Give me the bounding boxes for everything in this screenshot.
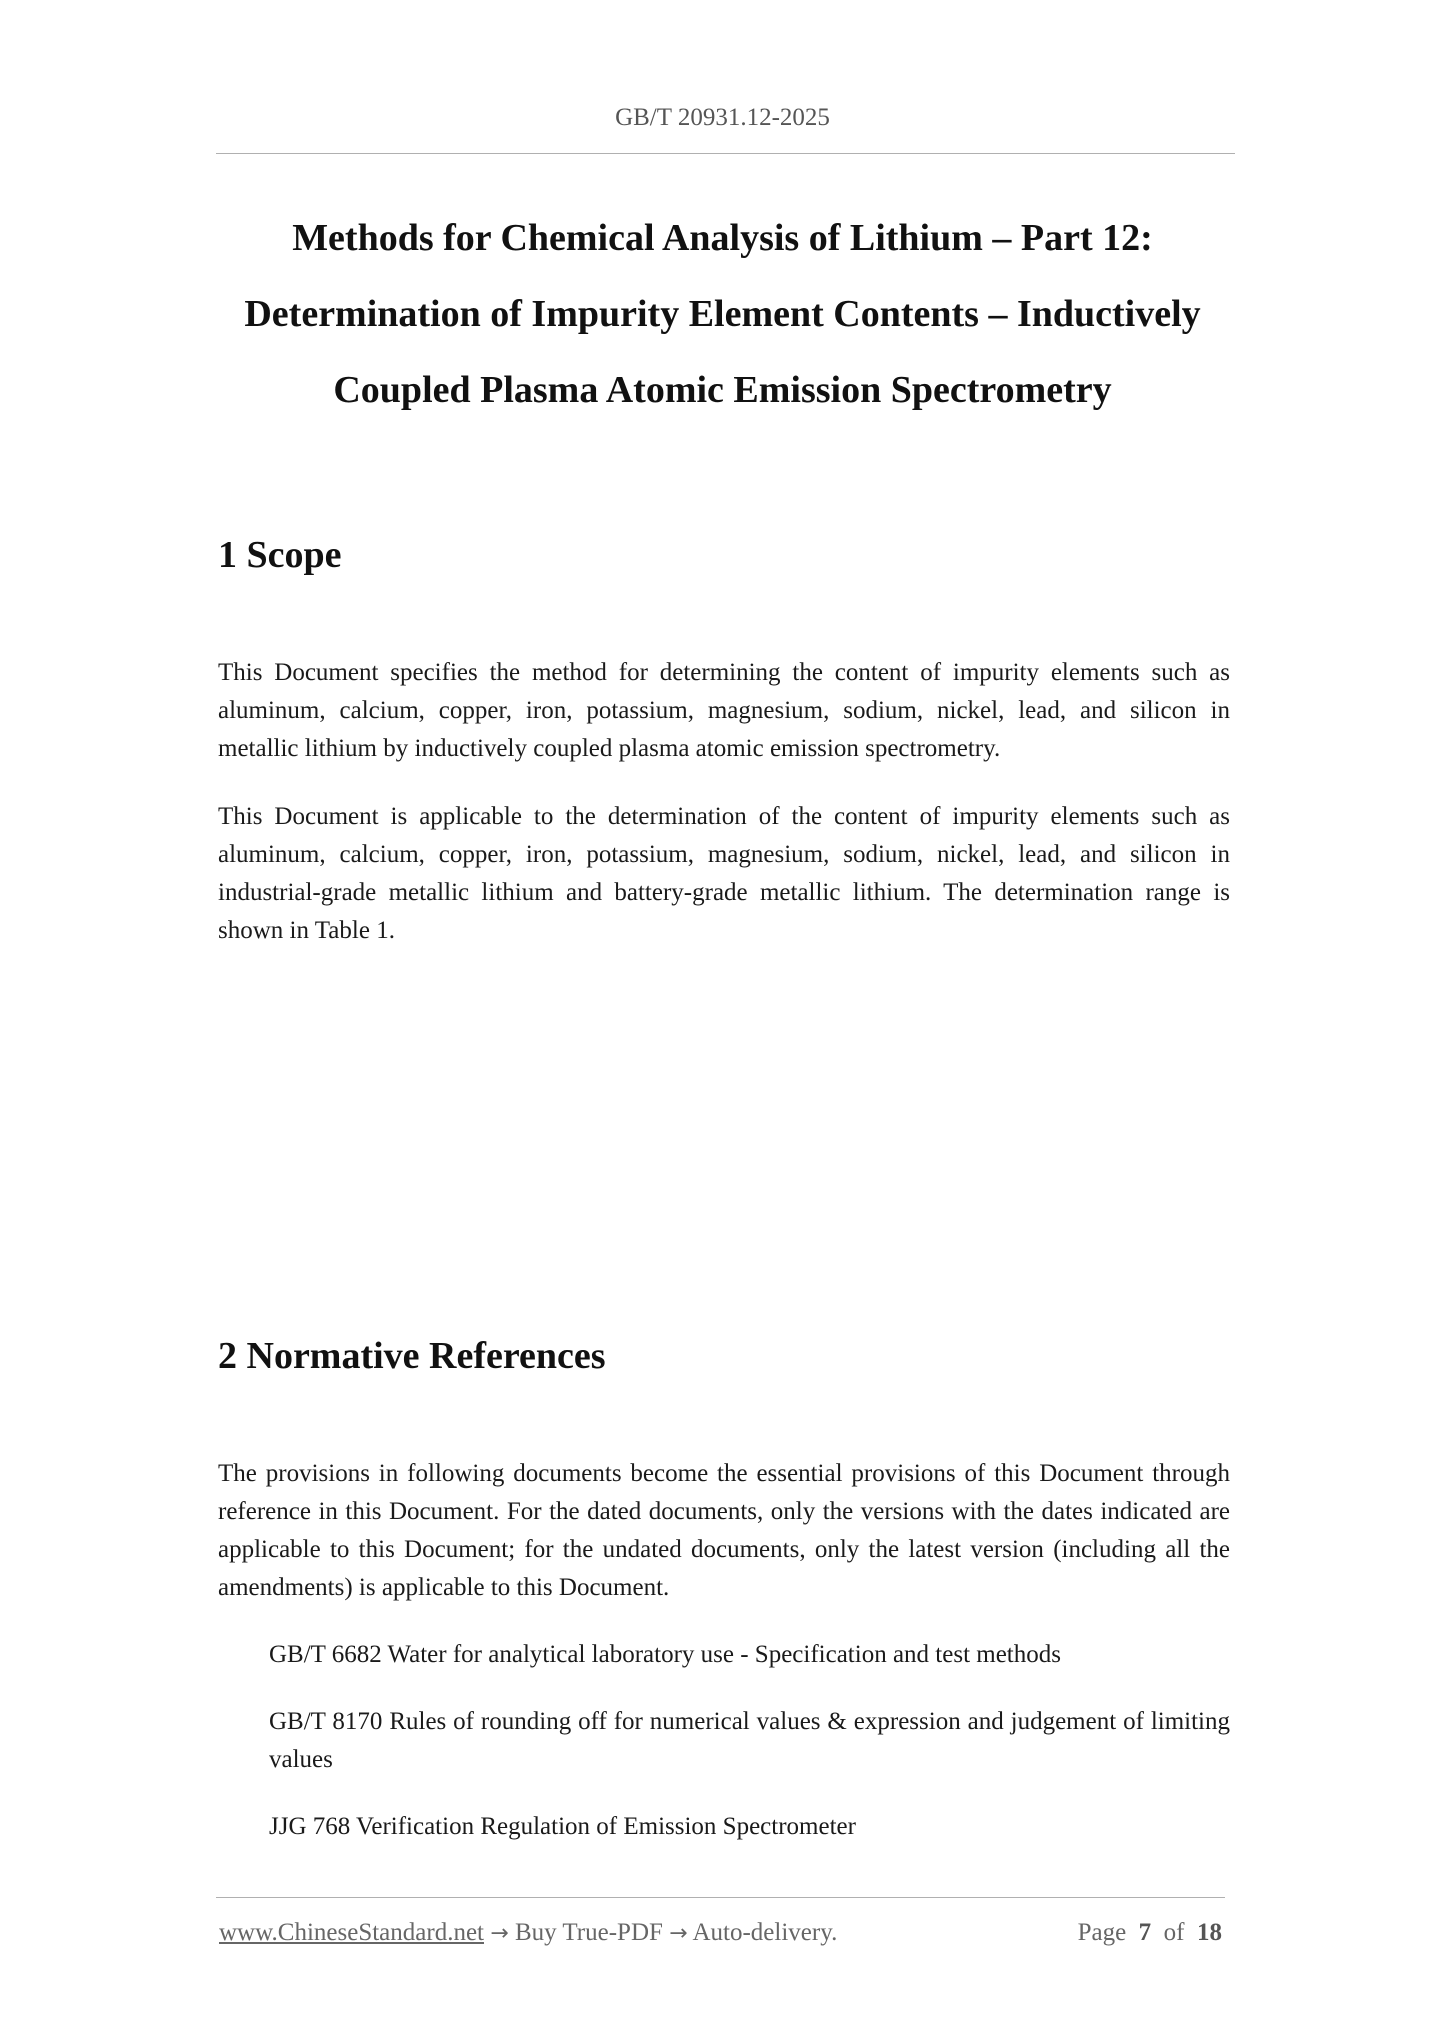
footer-divider	[216, 1897, 1225, 1898]
header-divider	[216, 153, 1235, 154]
document-title	[200, 200, 1245, 428]
reference-item: JJG 768 Verification Regulation of Emission Spectrometer	[269, 1813, 856, 1840]
website-link[interactable]: www.ChineseStandard.net	[219, 1919, 484, 1946]
title-line-3: Coupled Plasma Atomic Emission Spectrometry	[333, 369, 1112, 411]
page-of-label: of	[1163, 1919, 1185, 1946]
section-heading-scope: 1 Scope	[218, 534, 342, 576]
buy-pdf-text: Buy True-PDF	[514, 1919, 663, 1946]
title-line-2: Determination of Impurity Element Contents – Inductively	[244, 293, 1201, 335]
title-line-1: Methods for Chemical Analysis of Lithium – Part 12:	[292, 217, 1153, 259]
normative-paragraph-1: The provisions in following documents become the essential provisions of this Document through reference in this Document. For the dated documents, only the versions with the dates indicated are applicable to this Document; for the undated documents, only the latest version (including all the amendments) is applicable to this Document.	[218, 1460, 1230, 1601]
auto-delivery-text: Auto-delivery.	[692, 1919, 838, 1946]
document-code-header: GB/T 20931.12-2025	[615, 104, 830, 131]
reference-item: GB/T 6682 Water for analytical laboratory use - Specification and test methods	[269, 1641, 1061, 1668]
arrow-right-icon: →	[490, 1921, 509, 1946]
reference-item: GB/T 8170 Rules of rounding off for numerical values & expression and judgement of limiting values	[269, 1708, 1230, 1773]
footer-links	[219, 1919, 837, 1947]
page-total: 18	[1197, 1919, 1222, 1946]
page-label: Page	[1077, 1919, 1127, 1946]
scope-paragraph-1: This Document specifies the method for determining the content of impurity elements such as aluminum, calcium, copper, iron, potassium, magnesium, sodium, nickel, lead, and silicon in metallic lithium by inductively coupled plasma atomic emission spectrometry.	[218, 659, 1230, 762]
scope-paragraph-2: This Document is applicable to the determination of the content of impurity elements such as aluminum, calcium, copper, iron, potassium, magnesium, sodium, nickel, lead, and silicon in industrial-grade metallic lithium and battery-grade metallic lithium. The determination range is shown in Table 1.	[218, 803, 1230, 944]
page-current: 7	[1138, 1919, 1152, 1946]
arrow-right-icon: →	[669, 1921, 688, 1946]
page-number	[1078, 1919, 1222, 1947]
section-heading-normative-references: 2 Normative References	[218, 1335, 606, 1377]
